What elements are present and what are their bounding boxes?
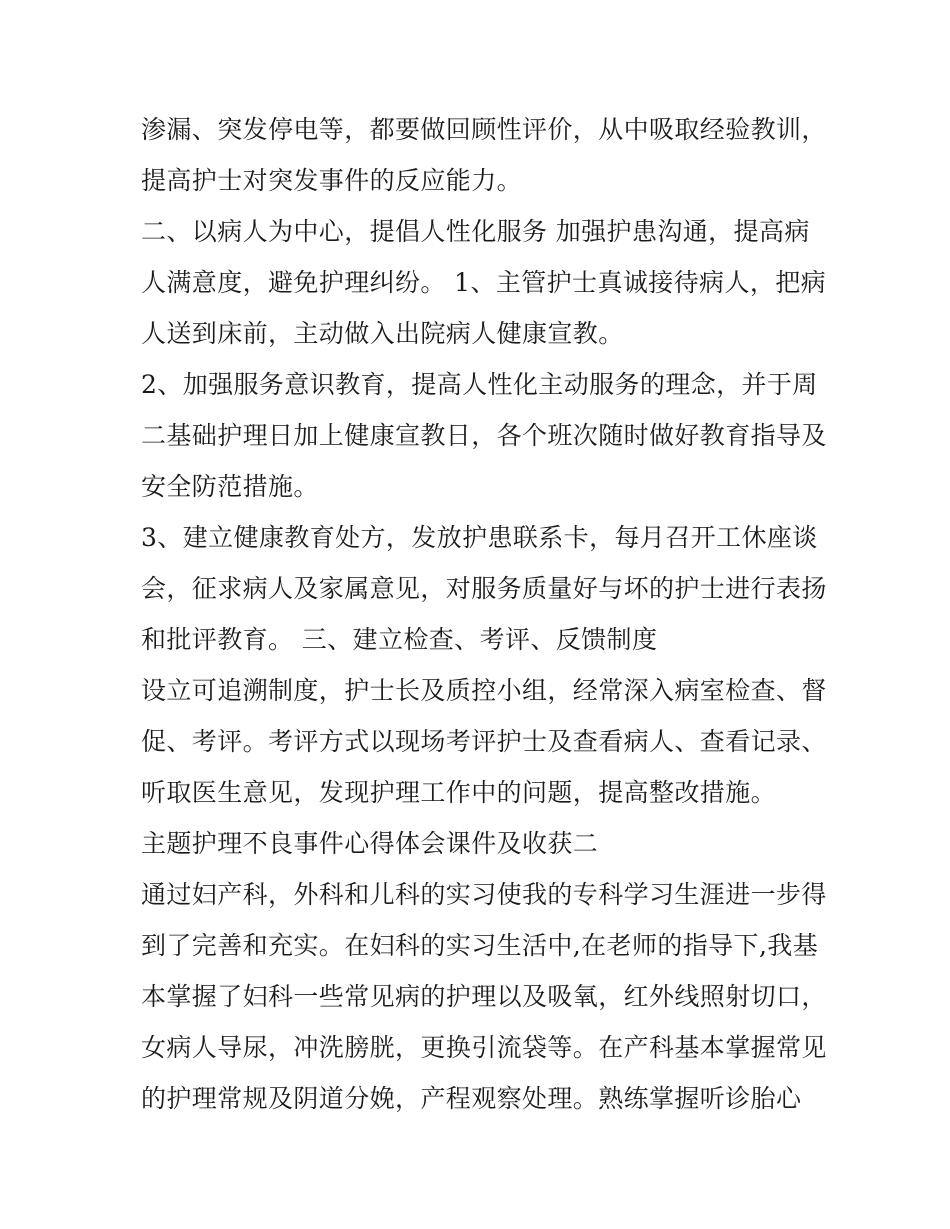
text-line: 二基础护理日加上健康宣教日，各个班次随时做好教育指导及	[141, 421, 827, 450]
document-body	[141, 104, 827, 1124]
subtitle-line: 主题护理不良事件心得体会课件及收获二	[141, 829, 599, 858]
text-line: 渗漏、突发停电等，都要做回顾性评价，从中吸取经验教训，	[141, 115, 827, 144]
text-line: 安全防范措施。	[141, 472, 319, 501]
text-line: 的护理常规及阴道分娩，产程观察处理。熟练掌握听诊胎心	[141, 1084, 802, 1113]
text-line: 2、加强服务意识教育，提高人性化主动服务的理念，并于周	[141, 370, 818, 399]
text-line: 3、建立健康教育处方，发放护患联系卡，每月召开工休座谈	[141, 523, 818, 552]
text-line: 听取医生意见，发现护理工作中的问题，提高整改措施。	[141, 778, 777, 807]
text-line: 促、考评。考评方式以现场考评护士及查看病人、查看记录、	[141, 727, 827, 756]
text-line: 设立可追溯制度，护士长及质控小组，经常深入病室检查、督	[141, 676, 827, 705]
text-line: 通过妇产科，外科和儿科的实习使我的专科学习生涯进一步得	[141, 880, 827, 909]
text-line: 人送到床前，主动做入出院病人健康宣教。	[141, 319, 624, 348]
text-line: 和批评教育。 三、建立检查、考评、反馈制度	[141, 625, 658, 654]
section-heading-line: 二、以病人为中心，提倡人性化服务 加强护患沟通，提高病	[141, 217, 810, 246]
text-line: 会，征求病人及家属意见，对服务质量好与坏的护士进行表扬	[141, 574, 827, 603]
text-line: 提高护士对突发事件的反应能力。	[141, 166, 523, 195]
text-line: 到了完善和充实。在妇科的实习生活中,在老师的指导下,我基	[141, 931, 819, 960]
text-line: 人满意度，避免护理纠纷。 1、主管护士真诚接待病人，把病	[141, 268, 827, 297]
text-line: 本掌握了妇科一些常见病的护理以及吸氧，红外线照射切口，	[141, 982, 827, 1011]
text-line: 女病人导尿，冲洗膀胱，更换引流袋等。在产科基本掌握常见	[141, 1033, 827, 1062]
